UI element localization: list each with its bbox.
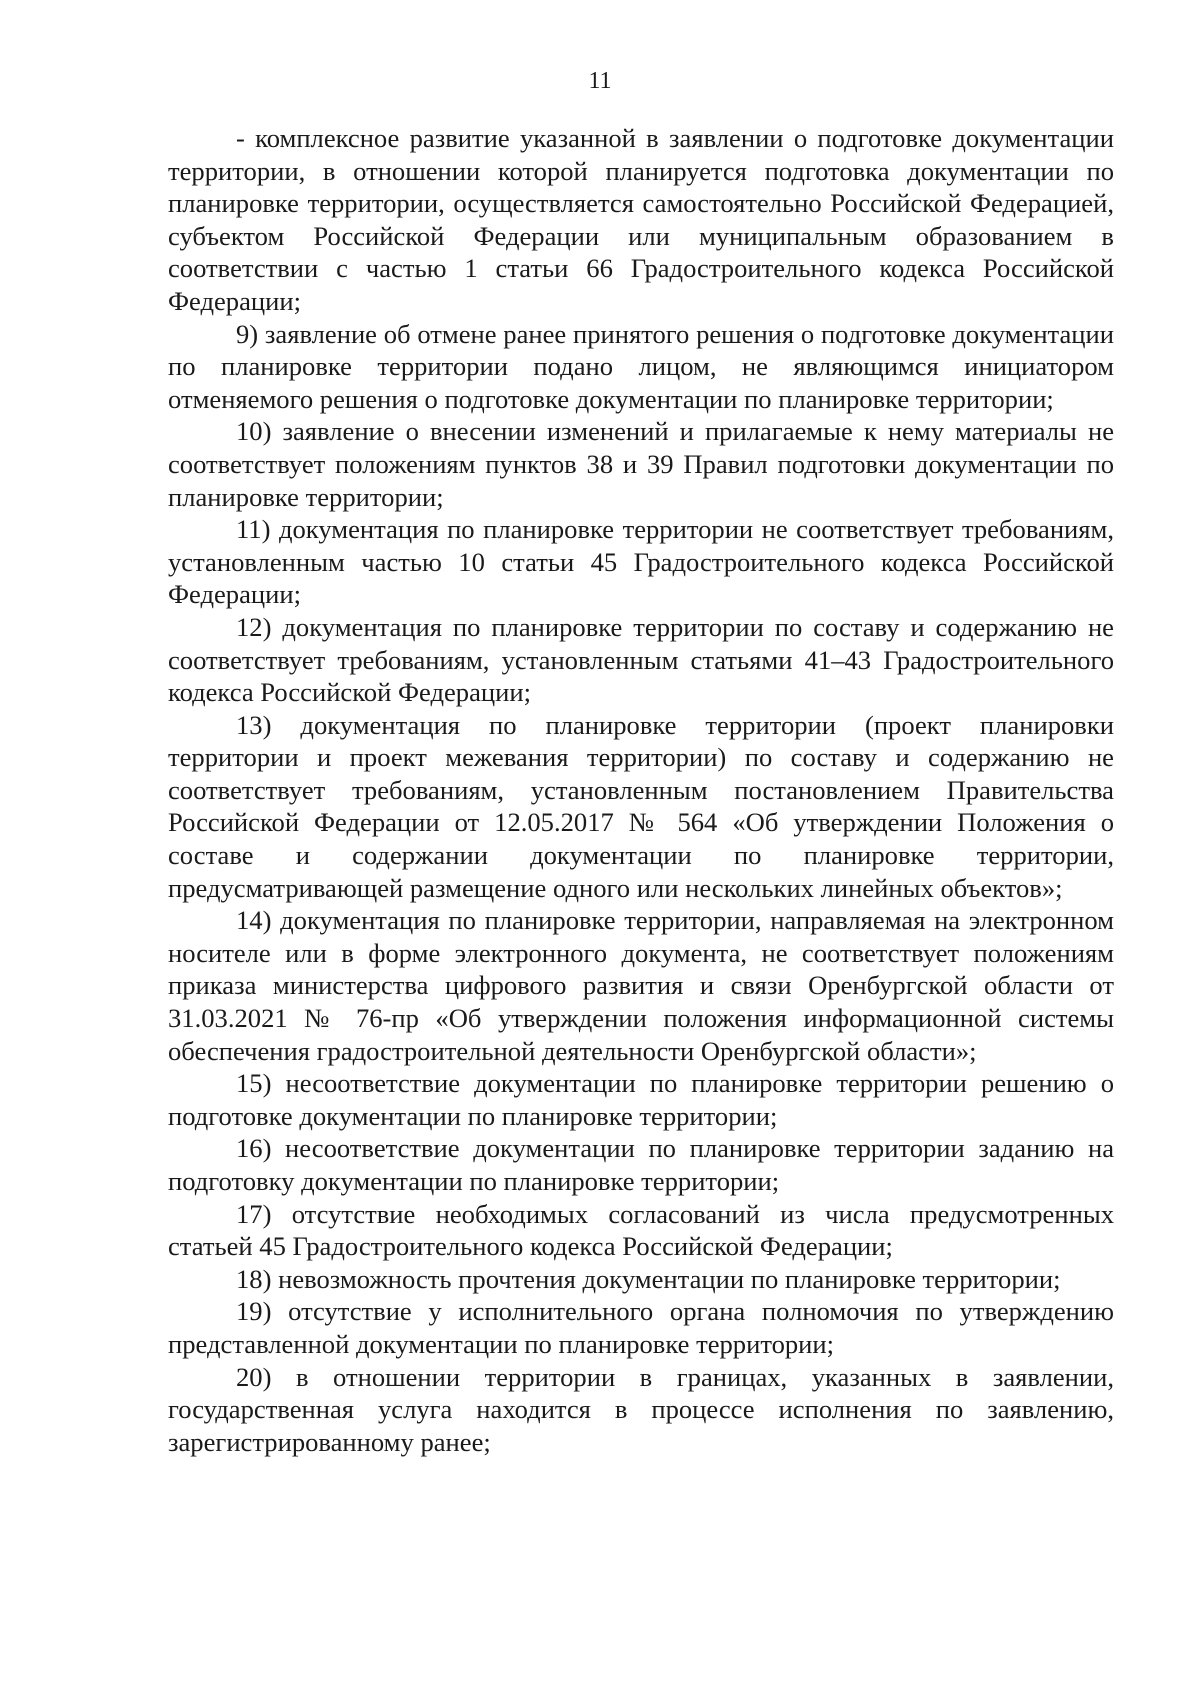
paragraph-item-16: 16) несоответствие документации по планировке территории заданию на подготовку документации по планировке территории;: [168, 1133, 1114, 1196]
paragraph-item-9: 9) заявление об отмене ранее принятого решения о подготовке документации по планировке территории подано лицом, не являющимся инициатором отменяемого решения о подготовке документации по планировке территории;: [168, 318, 1114, 414]
paragraph-item-20: 20) в отношении территории в границах, указанных в заявлении, государственная услуга находится в процессе исполнения по заявлению, зарегистрированному ранее;: [168, 1361, 1114, 1457]
paragraph-item-10: 10) заявление о внесении изменений и прилагаемые к нему материалы не соответствует положениям пунктов 38 и 39 Правил подготовки документации по планировке территории;: [168, 416, 1114, 512]
paragraph-item-18: 18) невозможность прочтения документации по планировке территории;: [236, 1263, 1061, 1294]
paragraph-item-12: 12) документация по планировке территории по составу и содержанию не соответствует требованиям, установленным статьями 41–43 Градостроительного кодекса Российской Федерации;: [168, 611, 1114, 708]
paragraph-item-19: 19) отсутствие у исполнительного органа полномочия по утверждению представленной документации по планировке территории;: [168, 1296, 1114, 1359]
paragraph-item-15: 15) несоответствие документации по планировке территории решению о подготовке документации по планировке территории;: [168, 1068, 1114, 1131]
paragraph-item-11: 11) документация по планировке территории не соответствует требованиям, установленным частью 10 статьи 45 Градостроительного кодекса Российской Федерации;: [168, 514, 1114, 610]
paragraph-item-14: 14) документация по планировке территории, направляемая на электронном носителе или в форме электронного документа, не соответствует положениям приказа министерства цифрового развития и связи Оренбургской области от 31.03.2021 № 76-пр «Об утверждении положения информационной системы обеспечения градостроительной деятельности Оренбургской области»;: [168, 905, 1114, 1066]
paragraph-item-17: 17) отсутствие необходимых согласований из числа предусмотренных статьей 45 Градостроительного кодекса Российской Федерации;: [168, 1198, 1114, 1262]
paragraph-item-13: 13) документация по планировке территории (проект планировки территории и проект межевания территории) по составу и содержанию не соответствует требованиям, установленным постановлением Правительства Российской Федерации от 12.05.2017 № 564 «Об утверждении Положения о составе и содержании документации по планировке территории, предусматривающей размещение одного или нескольких линейных объектов»;: [168, 709, 1114, 903]
page-number: 11: [588, 68, 612, 94]
document-body: [168, 122, 1114, 1458]
paragraph-complex-development: - комплексное развитие указанной в заявлении о подготовке документации территории, в отношении которой планируется подготовка документации по планировке территории, осуществляется самостоятельно Российской Федерацией, субъектом Российской Федерации или муниципальным образованием в соответствии с частью 1 статьи 66 Градостроительного кодекса Российской Федерации;: [168, 123, 1114, 316]
